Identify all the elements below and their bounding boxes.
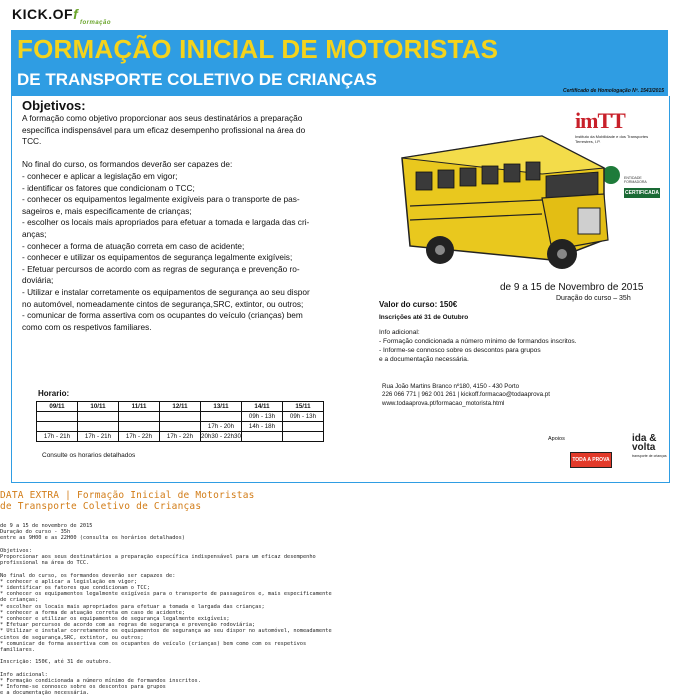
schedule-cell: 17h - 22h — [119, 432, 160, 442]
info-line: - Formação condicionada a número mínimo de formandos inscritos. — [379, 338, 577, 345]
extra-body-line: * Efetuar percursos de acordo com as regras de segurança e prevenção rodoviária; — [0, 622, 256, 629]
schedule-cell — [78, 422, 119, 432]
objectives-line: doviária; — [22, 275, 54, 286]
dgert-label: CERTIFICADA — [625, 190, 659, 196]
objectives-line: no automóvel, nomeadamente cintos de segurança,SRC, extintor, ou outros; — [22, 298, 304, 309]
objectives-line: - Utilizar e instalar corretamente os equipamentos de segurança ao seu dispor — [22, 286, 310, 297]
objectives-line: TCC. — [22, 136, 42, 147]
extra-body-line: profissional na área do TCC. — [0, 560, 90, 567]
course-price: Valor do curso: 150€ — [379, 300, 458, 309]
extra-body-line: * Utilizar e instalar corretamente os equipamentos de segurança ao seu dispor no automóvel, nomeadamente — [0, 628, 332, 635]
extra-title-line1: DATA EXTRA | Formação Inicial de Motoristas — [0, 490, 255, 501]
schedule-table — [36, 401, 324, 442]
info-line: - Informe-se connosco sobre os descontos para grupos — [379, 347, 541, 354]
sponsors-label: Apoios — [548, 436, 565, 442]
schedule-cell — [201, 412, 242, 422]
schedule-cell — [119, 412, 160, 422]
schedule-cell: 17h - 22h — [160, 432, 201, 442]
extra-body-text — [0, 523, 680, 697]
schedule-cell — [242, 432, 283, 442]
objectives-text — [22, 113, 374, 333]
address-line: www.todaaprova.pt/formacao_motorista.html — [382, 399, 505, 407]
extra-body-line: * conhecer e utilizar os equipamentos de segurança legalmente exigíveis; — [0, 616, 230, 623]
objectives-line: - conhecer a forma de atuação correta em caso de acidente; — [22, 240, 245, 251]
schedule-header-cell: 13/11 — [201, 402, 242, 412]
schedule-header-cell: 11/11 — [119, 402, 160, 412]
schedule-header-cell: 09/11 — [37, 402, 78, 412]
objectives-line — [22, 148, 374, 160]
extra-body-line: familiares. — [0, 647, 36, 654]
homologation-certificate: Certificado de Homologação Nº. 1543/2015 — [562, 88, 664, 94]
school-bus-icon — [392, 128, 612, 283]
flyer-content — [11, 96, 670, 483]
schedule-note: Consulte os horarios detalhados — [42, 452, 136, 459]
additional-info — [379, 328, 669, 364]
schedule-row — [37, 412, 324, 422]
extra-body-line: Info adicional: — [0, 671, 48, 678]
idaevolta-tag: transporte de crianças — [632, 454, 667, 458]
schedule-header-row — [37, 402, 324, 412]
schedule-cell: 09h - 13h — [242, 412, 283, 422]
extra-title-line2: de Transporte Coletivo de Crianças — [0, 501, 202, 512]
imtt-mark: imTT — [575, 108, 625, 133]
schedule-cell: 09h - 13h — [283, 412, 324, 422]
imtt-text: Instituto da Mobilidade e dos Transportes Terrestres, I.P. — [575, 134, 649, 144]
extra-body-line: * escolher os locais mais apropriados para efetuar a tomada e largada das crianças; — [0, 603, 265, 610]
logo-sub: formação — [80, 20, 112, 26]
objectives-heading: Objetivos: — [22, 98, 86, 113]
schedule-header-cell: 10/11 — [78, 402, 119, 412]
extra-body-line: de 9 a 15 de novembro de 2015 — [0, 523, 93, 529]
todaprova-logo: TODA A PROVA — [570, 452, 612, 468]
info-line: e a documentação necessária. — [379, 356, 469, 363]
schedule-cell: 20h30 - 22h30 — [201, 433, 241, 440]
extra-body-line: * conhecer e aplicar a legislação em vigor; — [0, 578, 138, 585]
idaevolta-logo — [632, 434, 669, 461]
schedule-cell — [37, 412, 78, 422]
schedule-cell: 17h - 20h — [201, 422, 242, 432]
schedule-row — [37, 422, 324, 432]
title-banner — [11, 30, 668, 96]
objectives-line: No final do curso, os formandos deverão ser capazes de: — [22, 159, 233, 170]
schedule-header-cell: 15/11 — [283, 402, 324, 412]
objectives-line: sageiros e, mais especificamente de crianças; — [22, 205, 192, 216]
schedule-header-cell: 14/11 — [242, 402, 283, 412]
schedule-cell — [37, 422, 78, 432]
schedule-cell — [160, 422, 201, 432]
extra-body-line: * conhecer os equipamentos legalmente exigíveis para o transporte de passageiros e, mais especificamente — [0, 591, 332, 598]
schedule-cell: 17h - 21h — [78, 432, 119, 442]
info-line: Info adicional: — [379, 329, 420, 336]
objectives-line: - Efetuar percursos de acordo com as regras de segurança e prevenção ro- — [22, 263, 300, 274]
flyer-subtitle: DE TRANSPORTE COLETIVO DE CRIANÇAS — [17, 70, 377, 89]
extra-body-line: cintos de segurança,SRC, extintor, ou outros; — [0, 634, 144, 641]
extra-body-line: Duração do curso - 35h — [0, 529, 71, 536]
objectives-line: - escolher os locais mais apropriados para efetuar a tomada e largada das cri- — [22, 217, 310, 228]
objectives-line: - conhecer e utilizar os equipamentos de segurança legalmente exigíveis; — [22, 252, 293, 263]
objectives-line: - conhecer e aplicar a legislação em vigor; — [22, 170, 178, 181]
extra-body-line: Objetivos: — [0, 547, 32, 554]
schedule-cell: 17h - 21h — [37, 432, 78, 442]
objectives-line: - identificar os fatores que condicionam o TCC; — [22, 182, 195, 193]
idaevolta-text: ida & volta — [632, 433, 657, 453]
extra-body-line: e a documentação necessária. — [0, 690, 90, 697]
extra-body-line: entre as 9H00 e as 22H00 (consulta os horários detalhados) — [0, 535, 185, 542]
kickoff-logo: KICK.OFf formação — [12, 6, 112, 26]
objectives-line: A formação como objetivo proporcionar aos seus destinatários a preparação — [22, 113, 303, 123]
extra-body-line: * Formação condicionada a número mínimo de formandos inscritos. — [0, 678, 201, 685]
extra-body-line: * identificar os fatores que condicionam o TCC; — [0, 585, 150, 591]
schedule-heading: Horario: — [38, 389, 70, 398]
objectives-line: - comunicar de forma assertiva com os ocupantes do veículo (crianças) bem — [22, 310, 303, 321]
extra-body-line: de crianças; — [0, 597, 39, 604]
flyer-title: FORMAÇÃO INICIAL DE MOTORISTAS — [17, 34, 499, 64]
course-duration: Duração do curso – 35h — [556, 295, 631, 302]
extra-body-line: Proporcionar aos seus destinatários a preparação específica indispensável para um eficaz desempenho — [0, 554, 316, 560]
contact-address — [382, 383, 672, 408]
extra-body-line: Inscrição: 150€, até 31 de outubro. — [0, 659, 112, 666]
schedule-cell: 14h - 18h — [242, 422, 283, 432]
objectives-line: anças; — [22, 228, 47, 239]
logo-text: KICK.OF — [12, 6, 74, 22]
objectives-line: - conhecer os equipamentos legalmente exigíveis para o transporte de pas- — [22, 194, 300, 205]
extra-body-line: No final do curso, os formandos deverão ser capazes de: — [0, 572, 176, 579]
address-line: Rua João Martins Branco nº180, 4150 - 430 Porto — [382, 383, 520, 390]
dgert-small: ENTIDADE FORMADORA — [624, 176, 647, 184]
schedule-cell — [119, 422, 160, 432]
schedule-cell — [78, 412, 119, 422]
schedule-cell — [160, 412, 201, 422]
registration-deadline: Inscrições até 31 de Outubro — [379, 314, 469, 321]
objectives-line: específica indispensável para um eficaz desempenho profissional na área do — [22, 124, 306, 135]
objectives-line: como com os respetivos familiares. — [22, 321, 152, 332]
extra-title — [0, 490, 255, 512]
schedule-header-cell: 12/11 — [160, 402, 201, 412]
course-dates: de 9 a 15 de Novembro de 2015 — [500, 282, 644, 293]
extra-body-line: * comunicar de forma assertiva com os ocupantes do veículo (crianças) bem como com os respetivos — [0, 640, 307, 647]
extra-body-line: * Informe-se connosco sobre os descontos para grupos — [0, 684, 166, 691]
schedule-cell — [283, 422, 324, 432]
schedule-cell — [283, 432, 324, 442]
address-line: 226 066 771 | 962 001 261 | kickoff.formacao@todaaprova.pt — [382, 391, 550, 399]
extra-body-line: * conhecer a forma de atuação correta em caso de acidente; — [0, 609, 185, 616]
schedule-row — [37, 432, 324, 442]
